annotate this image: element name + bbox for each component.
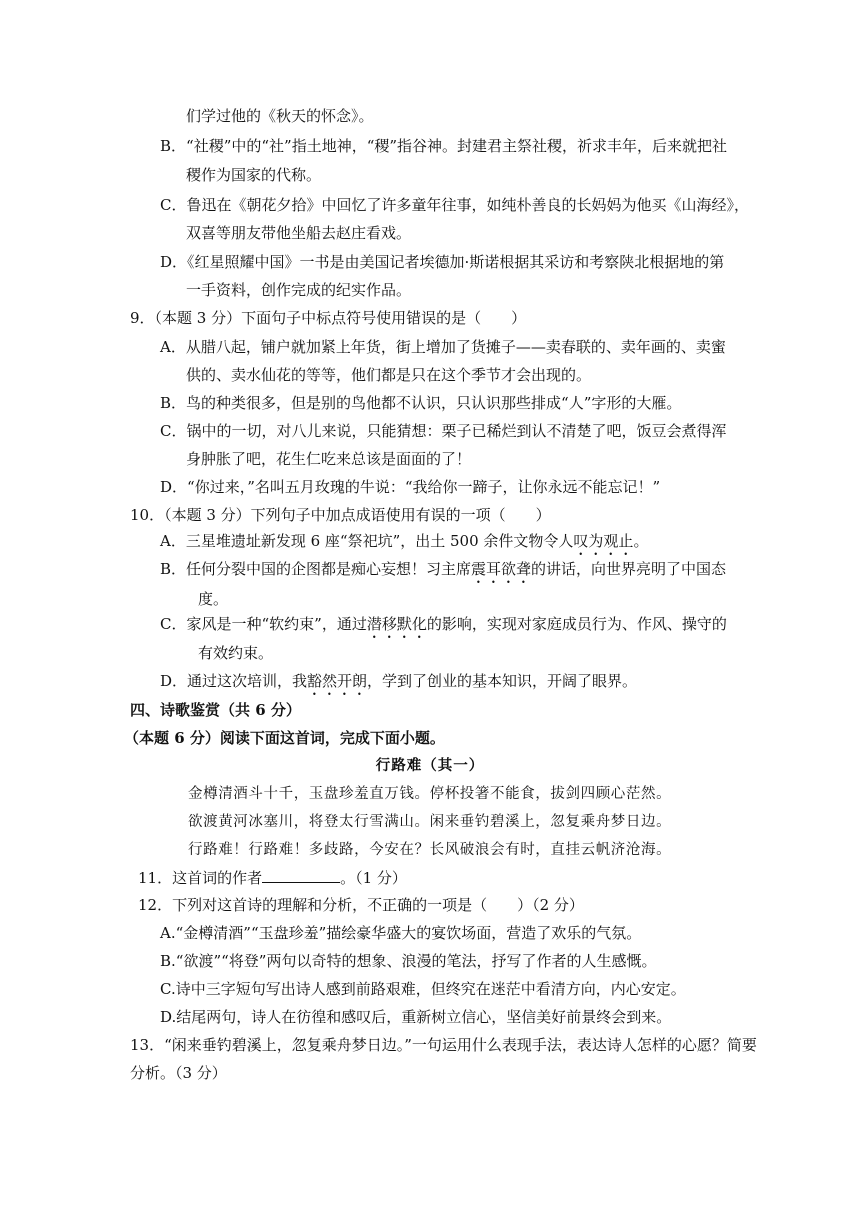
q9-option-b: B．鸟的种类很多，但是别的鸟他都不认识，只认识那些排成“人”字形的大雁。: [160, 394, 682, 412]
q9-stem: 9．（本题 3 分）下面句子中标点符号使用错误的是（ ）: [130, 309, 527, 327]
q8-option-d: D．《红星照耀中国》一书是由美国记者埃德加·斯诺根据其采访和考察陕北根据地的第: [160, 253, 725, 271]
q8-option-c: C．鲁迅在《朝花夕拾》中回忆了许多童年往事，如纯朴善良的长妈妈为他买《山海经》，: [160, 196, 749, 214]
q10-b-text-end: 的讲话，向世界亮明了中国态: [531, 560, 727, 578]
q9-option-a: A．从腊八起，铺户就加紧上年货，街上增加了货摊子——卖春联的、卖年画的、卖蜜: [160, 338, 726, 356]
q9-option-d: D．“你过来，”名叫五月玫瑰的牛说：“我给你一蹄子，让你永远不能忘记！”: [160, 478, 661, 496]
q12-option-b: B.“欲渡”“将登”两句以奇特的想象、浪漫的笔法，抒写了作者的人生感慨。: [160, 952, 657, 970]
q9-option-a-continued: 供的、卖水仙花的等等，他们都是只在这个季节才会出现的。: [186, 366, 592, 384]
q11: [138, 868, 407, 888]
q10-option-a: [160, 531, 648, 559]
q10-b-dotted-idiom: 震耳欲聋: [471, 560, 532, 578]
q10-a-text: A．三星堆遗址新发现 6 座“祭祀坑”，出土 500 余件文物令人: [160, 532, 574, 550]
q12-stem: 12．下列对这首诗的理解和分析，不正确的一项是（ ）（2 分）: [138, 896, 584, 914]
q11-text: 11．这首词的作者: [138, 869, 263, 887]
section-intro: （本题 6 分）阅读下面这首词，完成下面小题。: [124, 729, 445, 747]
q13-stem: 13．“闲来垂钓碧溪上，忽复乘舟梦日边。”一句运用什么表现手法，表达诗人怎样的心愿？简要: [130, 1036, 757, 1054]
q10-c-dotted-idiom: 潜移默化: [366, 615, 427, 633]
poem-line-1: 金樽清酒斗十千，玉盘珍羞直万钱。停杯投箸不能食，拔剑四顾心茫然。: [188, 786, 672, 802]
q9-option-c: C．锅中的一切，对八儿来说，只能猜想：栗子已稀烂到认不清楚了吧，饭豆会煮得浑: [160, 422, 727, 440]
q9-option-c-continued: 身肿胀了吧，花生仁吃来总该是面面的了！: [186, 450, 472, 468]
q12-option-c: C.诗中三字短句写出诗人感到前路艰难，但终究在迷茫中看清方向，内心安定。: [160, 980, 686, 998]
q10-option-b-continued: 度。: [198, 590, 229, 608]
q11-score: 。（1 分）: [340, 869, 407, 887]
q10-option-c-continued: 有效约束。: [198, 644, 274, 662]
q10-option-b: [160, 559, 726, 587]
q10-option-d: [160, 671, 637, 699]
q10-c-text-end: 的影响，实现对家庭成员行为、作风、操守的: [426, 615, 727, 633]
section-heading: 四、诗歌鉴赏（共 6 分）: [130, 701, 301, 719]
q8-option-b: B．“社稷”中的“社”指土地神，“稷”指谷神。封建君主祭社稷，祈求丰年，后来就把社: [160, 137, 728, 155]
q8-option-d-continued: 一手资料，创作完成的纪实作品。: [186, 281, 412, 299]
q10-a-text-end: 。: [633, 532, 649, 550]
q10-d-dotted-idiom: 豁然开朗: [307, 672, 368, 690]
poem-line-2: 欲渡黄河冰塞川，将登太行雪满山。闲来垂钓碧溪上，忽复乘舟梦日边。: [188, 814, 672, 830]
poem-line-3: 行路难！行路难！多歧路，今安在？长风破浪会有时，直挂云帆济沧海。: [188, 842, 672, 858]
q10-c-text: C．家风是一种“软约束”，通过: [160, 615, 367, 633]
q10-d-text: D．通过这次培训，我: [160, 672, 308, 690]
poem-title: 行路难（其一）: [375, 758, 485, 774]
q12-option-a: A.“金樽清酒”“玉盘珍羞”描绘豪华盛大的宴饮场面，营造了欢乐的气氛。: [160, 924, 642, 942]
q10-stem: 10．（本题 3 分）下列句子中加点成语使用有误的一项（ ）: [130, 506, 551, 524]
q10-b-text: B．任何分裂中国的企图都是痴心妄想！习主席: [160, 560, 472, 578]
answer-blank[interactable]: [262, 868, 340, 883]
q10-option-c: [160, 614, 727, 642]
q13-stem-continued: 分析。（3 分）: [130, 1064, 227, 1082]
q8-option-b-continued: 稷作为国家的代称。: [186, 166, 322, 184]
q8-option-a-continued: 们学过他的《秋天的怀念》。: [186, 107, 374, 125]
q12-option-d: D.结尾两句，诗人在彷徨和感叹后，重新树立信心，坚信美好前景终会到来。: [160, 1008, 672, 1026]
q10-a-dotted-idiom: 叹为观止: [573, 532, 634, 550]
q10-d-text-end: ，学到了创业的基本知识，开阔了眼界。: [367, 672, 638, 690]
q8-option-c-continued: 双喜等朋友带他坐船去赵庄看戏。: [186, 224, 412, 242]
